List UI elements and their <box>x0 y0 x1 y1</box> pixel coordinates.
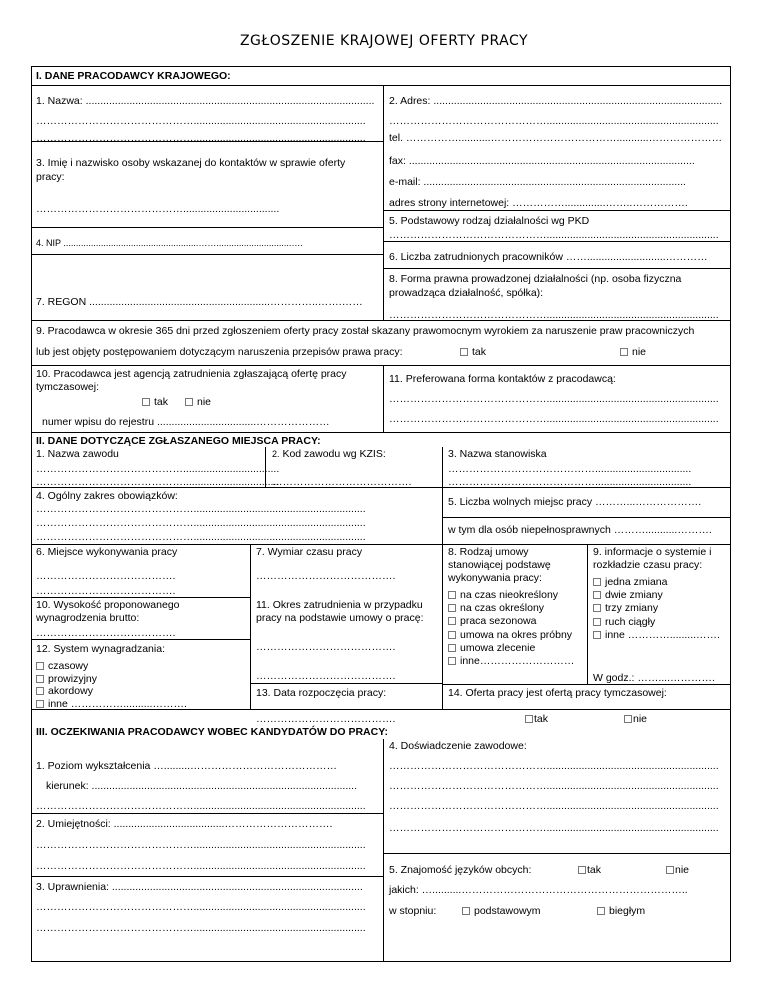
forma-prawna-field[interactable]: ………………………………………........................................................... <box>389 309 719 321</box>
umowa-label: na czas nieokreślony <box>460 589 559 601</box>
umowa-option[interactable] <box>448 615 574 628</box>
checkbox-icon <box>36 687 44 695</box>
divider <box>383 241 731 242</box>
jezyki-label: 5. Znajomość języków obcych: <box>389 864 532 876</box>
nazwa-line[interactable]: ………………………………………........................................................... <box>36 132 366 144</box>
checkbox-icon <box>462 907 470 915</box>
wyn-option[interactable] <box>36 660 187 673</box>
wolne-miejsca-field[interactable]: 5. Liczba wolnych miejsc pracy ………...………………. <box>448 496 702 508</box>
divider <box>383 853 731 854</box>
umowa-label: praca sezonowa <box>460 615 537 628</box>
zawod-field[interactable]: ……………………………………................................. <box>36 463 280 475</box>
zmiana-label: inne ………….........……. <box>605 628 720 641</box>
divider <box>31 254 383 255</box>
divider <box>31 813 383 814</box>
wyn-label: czasowy <box>48 660 89 672</box>
nie-label: nie <box>633 713 648 725</box>
checkbox-icon <box>448 644 456 652</box>
checkbox-icon <box>597 907 605 915</box>
umowa-label: umowa zlecenie <box>460 641 536 654</box>
divider <box>31 876 383 877</box>
section-3-header: III. OCZEKIWANIA PRACODAWCY WOBEC KANDYDATÓW DO PRACY: <box>36 726 388 738</box>
divider <box>250 683 442 684</box>
zawod-field[interactable]: ……………………………………................................. <box>36 476 280 488</box>
divider <box>442 487 443 544</box>
www-field[interactable]: adres strony internetowej: ……………..............……..……………. <box>389 197 688 209</box>
divider <box>31 432 731 433</box>
checkbox-icon <box>448 604 456 612</box>
pkd-field[interactable]: ………………………………………........................................................... <box>389 229 719 241</box>
divider <box>587 544 588 684</box>
checkbox-icon <box>620 348 628 356</box>
rodzaj-umowy-options <box>448 589 574 668</box>
checkbox-icon <box>624 715 632 723</box>
fax-field[interactable]: fax: .................................................................................................. <box>389 155 695 167</box>
kzis-field[interactable]: …………………………………. <box>272 476 412 488</box>
wyrok-label: 9. Pracodawca w okresie 365 dni przed zgłoszeniem oferty pracy został skazany prawomocnym wyrokiem za naruszenie praw pracowniczych <box>36 325 695 337</box>
checkbox-icon <box>448 631 456 639</box>
wyn-label: prowizyjny <box>48 672 98 685</box>
agencja-nie-checkbox[interactable] <box>185 396 211 408</box>
regon-field[interactable]: 7. REGON ..............................................................…………..…….…… <box>36 296 363 308</box>
agencja-tak-checkbox[interactable] <box>142 396 168 408</box>
osoba-field[interactable]: ……………………………………................................. <box>36 203 280 215</box>
obowiazki-field[interactable]: ………………………………………........................................................... <box>36 517 366 529</box>
tel-field[interactable]: tel. ……………...........………………………………...........………………… <box>389 132 723 144</box>
wymiar-field[interactable]: …………………………………. <box>256 570 396 582</box>
podstawowym-label: podstawowym <box>474 905 541 917</box>
miejsce-field[interactable]: …………………………………. <box>36 585 176 597</box>
uprawnienia-line[interactable]: ………………………………………........................................................... <box>36 922 366 934</box>
checkbox-icon <box>593 618 601 626</box>
checkbox-icon <box>36 700 44 708</box>
kzis-label: Kod zawodu wg KZIS: <box>282 448 386 460</box>
zmiana-label: dwie zmiany <box>605 589 663 602</box>
umowa-label: umowa na okres próbny <box>460 628 573 641</box>
forma-prawna-label: 8. Forma prawna prowadzonej działalności (np. osoba fizyczna prowadząca działalność, spółka): <box>389 273 682 299</box>
checkbox-icon <box>448 617 456 625</box>
divider <box>442 517 731 518</box>
wyrok-nie-checkbox[interactable] <box>620 346 646 358</box>
wyn-option[interactable] <box>36 685 187 698</box>
umiejetnosci-line[interactable]: ………………………………………........................................................... <box>36 839 366 851</box>
zmiana-option[interactable] <box>593 602 720 615</box>
tymczasowa-nie-checkbox[interactable] <box>624 713 647 725</box>
system-wynagradzania-options <box>36 660 187 710</box>
divider <box>250 544 251 709</box>
okres-zatrudnienia-label: 11. Okres zatrudnienia w przypadku pracy na podstawie umowy o pracę: <box>256 599 424 624</box>
okres-zatrudnienia-field[interactable]: …………………………………. <box>256 670 396 682</box>
zmiana-option[interactable] <box>593 589 720 602</box>
wyksztalcenie-field[interactable]: 1. Poziom wykształcenia ….........…………………………………… <box>36 760 338 772</box>
divider <box>383 85 384 320</box>
section-2-header: II. DANE DOTYCZĄCE ZGŁASZANEGO MIEJSCA PRACY: <box>36 435 321 447</box>
section-1-header: I. DANE PRACODAWCY KRAJOWEGO: <box>36 70 231 82</box>
umowa-option[interactable] <box>448 655 574 668</box>
wyrok-label-2: lub jest objęty postępowaniem dotyczącym naruszenia przepisów prawa pracy: <box>36 346 403 358</box>
divider <box>31 227 383 228</box>
umowa-option[interactable] <box>448 629 574 642</box>
godziny-field[interactable]: W godz.: ……....…………. <box>593 672 715 684</box>
jezyki-nie-checkbox[interactable] <box>666 864 689 876</box>
obowiazki-field[interactable]: ………………………………………........................................................... <box>36 531 366 543</box>
wyn-label: inne ……………..........………. <box>48 697 187 710</box>
divider <box>31 85 731 86</box>
tymczasowa-tak-checkbox[interactable] <box>525 713 548 725</box>
divider <box>383 268 731 269</box>
doswiadczenie-line[interactable]: ………………………………………........................................................... <box>389 822 719 834</box>
stanowisko-field[interactable]: ……………………………………................................. <box>448 463 692 475</box>
divider <box>442 447 443 487</box>
nazwa-field[interactable]: 1. Nazwa: ................................................................................................... <box>36 95 375 107</box>
divider <box>383 365 384 432</box>
tak-label: tak <box>154 396 169 408</box>
zmiana-option[interactable] <box>593 616 720 629</box>
divider <box>31 544 731 545</box>
wyn-option[interactable] <box>36 673 187 686</box>
kontakt-line[interactable]: ………………………………………........................................................... <box>389 393 719 405</box>
umiejetnosci-field[interactable]: 2. Umiejętności: ......................................…………………………. <box>36 818 333 830</box>
umowa-option[interactable] <box>448 589 574 602</box>
uprawnienia-line[interactable]: ………………………………………........................................................... <box>36 901 366 913</box>
wymiar-label: 7. Wymiar czasu pracy <box>256 546 363 558</box>
system-czasu-options <box>593 576 720 642</box>
zmiana-label: ruch ciągły <box>605 615 656 628</box>
obowiazki-field[interactable]: ………………………………………........................................................... <box>36 503 366 515</box>
miejsce-label: 6. Miejsce wykonywania pracy <box>36 546 178 558</box>
checkbox-icon <box>448 657 456 665</box>
divider <box>383 210 731 211</box>
divider <box>31 365 731 366</box>
tak-label: tak <box>472 346 487 358</box>
checkbox-icon <box>142 398 150 406</box>
okres-zatrudnienia-field[interactable]: …………………………………. <box>256 641 396 653</box>
checkbox-icon <box>36 662 44 670</box>
form-title: ZGŁOSZENIE KRAJOWEJ OFERTY PRACY <box>239 33 529 49</box>
adres-field[interactable]: 2. Adres: ................................................................................................... <box>389 95 723 107</box>
zmiana-option[interactable] <box>593 576 720 589</box>
doswiadczenie-label: 4. Doświadczenie zawodowe: <box>389 740 527 752</box>
nip-field[interactable]: 4. NIP ......................................................……..............................…. <box>36 238 303 248</box>
kontakt-label: 11. Preferowana forma kontaktów z pracodawcą: <box>389 373 616 385</box>
doswiadczenie-line[interactable]: ………………………………………........................................................... <box>389 800 719 812</box>
divider <box>31 597 250 598</box>
nie-label: nie <box>632 346 647 358</box>
pkd-label: 5. Podstawowy rodzaj działalności wg PKD <box>389 215 590 227</box>
data-rozpoczecia-field[interactable]: …………………………………. <box>256 713 396 725</box>
uprawnienia-field[interactable]: 3. Uprawnienia: ...................................................................................... <box>36 881 363 893</box>
rodzaj-umowy-label: 8. Rodzaj umowy stanowiącej podstawę wykonywania pracy: <box>448 546 551 584</box>
stopien-label: w stopniu: <box>389 905 437 917</box>
stanowisko-label: 3. Nazwa stanowiska <box>448 448 547 460</box>
checkbox-icon <box>593 631 601 639</box>
niepelnosprawni-field[interactable]: w tym dla osób niepełnosprawnych ………...........………. <box>448 524 712 536</box>
doswiadczenie-line[interactable]: ………………………………………........................................................... <box>389 760 719 772</box>
umowa-label: na czas określony <box>460 602 545 615</box>
system-czasu-label: 9. informacje o systemie i rozkładzie czasu pracy: <box>593 546 712 571</box>
kierunek-line[interactable]: ………………………………………........................................................... <box>36 800 366 812</box>
checkbox-icon <box>36 675 44 683</box>
umiejetnosci-line[interactable]: ………………………………………........................................................... <box>36 860 366 872</box>
kierunek-field[interactable]: kierunek: ........................................................................................... <box>46 780 357 792</box>
tak-label: tak <box>587 864 602 876</box>
tymczasowa-label: 14. Oferta pracy jest ofertą pracy tymczasowej: <box>448 687 667 699</box>
nazwa-line[interactable]: ………………………………………........................................................... <box>36 115 366 127</box>
jakich-field[interactable]: jakich: …..........……………………………………………………….. <box>389 884 688 896</box>
checkbox-icon <box>666 866 674 874</box>
zawod-label: 1. Nazwa zawodu <box>36 448 119 460</box>
umowa-option[interactable] <box>448 602 574 615</box>
umowa-option[interactable] <box>448 642 574 655</box>
liczba-pracownikow-field[interactable]: 6. Liczba zatrudnionych pracowników ……...........................………… <box>389 251 708 263</box>
email-field[interactable]: e-mail: .......................................................................................... <box>389 176 686 188</box>
adres-line[interactable]: ………………………………………........................................................... <box>389 115 719 127</box>
wynagrodzenie-field[interactable]: …………………………………. <box>36 627 176 639</box>
jezyki-tak-checkbox[interactable] <box>578 864 601 876</box>
rejestr-field[interactable]: numer wpisu do rejestru ..................................………………… <box>42 416 330 428</box>
zmiana-option[interactable] <box>593 629 720 642</box>
miejsce-field[interactable]: …………………………………. <box>36 570 176 582</box>
checkbox-icon <box>460 348 468 356</box>
tak-label: tak <box>534 713 549 725</box>
stopien-biegly-checkbox[interactable] <box>597 905 645 917</box>
nie-label: nie <box>675 864 690 876</box>
nie-label: nie <box>197 396 212 408</box>
divider <box>442 684 731 685</box>
divider <box>31 639 250 640</box>
zmiana-label: trzy zmiany <box>605 602 659 615</box>
wyn-option[interactable] <box>36 698 187 711</box>
doswiadczenie-line[interactable]: ………………………………………........................................................... <box>389 780 719 792</box>
checkbox-icon <box>185 398 193 406</box>
system-wynagradzania-label: 12. System wynagradzania: <box>36 643 165 655</box>
wyrok-tak-checkbox[interactable] <box>460 346 486 358</box>
checkbox-icon <box>525 715 533 723</box>
stanowisko-field[interactable]: ……………………………………................................. <box>448 476 692 488</box>
stopien-podstawowy-checkbox[interactable] <box>462 905 541 917</box>
checkbox-icon <box>448 591 456 599</box>
checkbox-icon <box>578 866 586 874</box>
divider <box>383 739 384 962</box>
umowa-label: inne……………………… <box>460 655 575 668</box>
biegly-label: biegłym <box>609 905 646 917</box>
checkbox-icon <box>593 604 601 612</box>
wyn-label: akordowy <box>48 685 93 697</box>
data-rozpoczecia-label: 13. Data rozpoczęcia pracy: <box>256 687 387 699</box>
zmiana-label: jedna zmiana <box>605 576 668 588</box>
checkbox-icon <box>593 591 601 599</box>
wynagrodzenie-label: 10. Wysokość proponowanego wynagrodzenia brutto: <box>36 599 180 624</box>
kzis-number: 2. <box>272 449 280 459</box>
agencja-label: 10. Pracodawca jest agencją zatrudnienia zgłaszającą ofertę pracy tymczasowej: <box>36 368 347 393</box>
checkbox-icon <box>593 578 601 586</box>
obowiazki-label: 4. Ogólny zakres obowiązków: <box>36 490 178 502</box>
osoba-label: 3. Imię i nazwisko osoby wskazanej do kontaktów w sprawie oferty pracy: <box>36 157 346 183</box>
kontakt-line[interactable]: ………………………………………........................................................... <box>389 413 719 425</box>
